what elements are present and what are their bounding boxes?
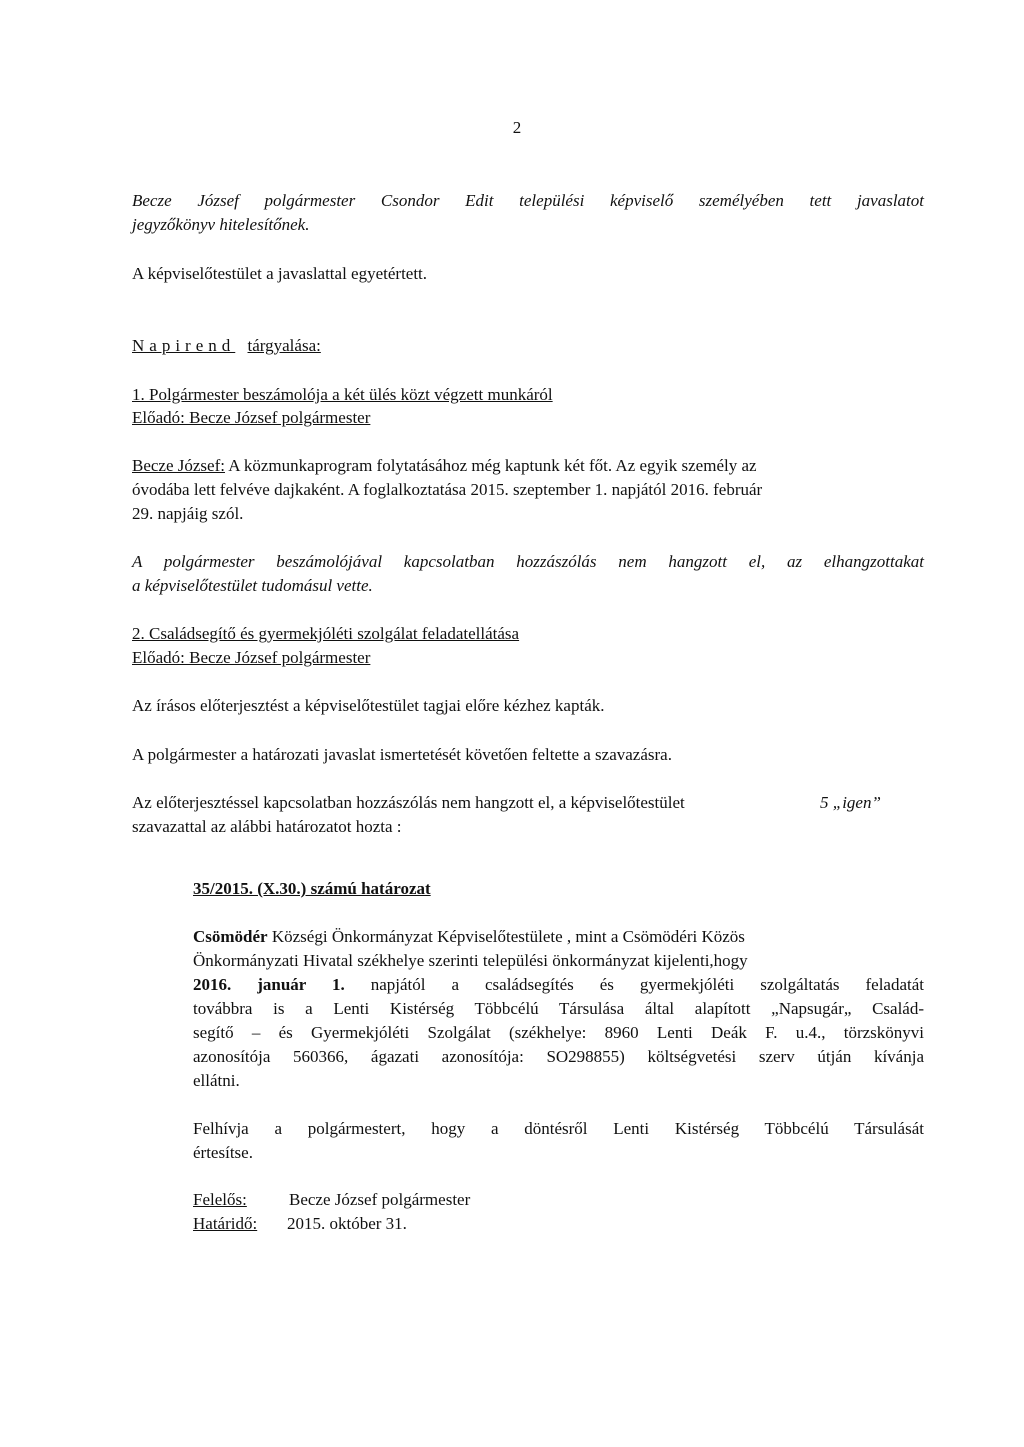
item2-paragraph-1: Az írásos előterjesztést a képviselőtestület tagjai előre kézhez kapták. (132, 696, 605, 715)
vote-count: 5 „igen” (820, 793, 881, 812)
deadline-value: 2015. október 31. (287, 1214, 407, 1233)
resolution-line-2: Önkormányzati Hivatal székhelye szerinti települési önkormányzat kijelenti,hogy (193, 951, 748, 970)
resolution-line-1 (193, 925, 924, 949)
resolution-line-4: továbbra is a Lenti Kistérség Többcélú Társulása által alapított „Napsugár„ Család- (193, 999, 924, 1018)
agenda-word: Napirend (132, 336, 236, 355)
item1-text-line-2: óvodába lett felvéve dajkaként. A foglalkoztatása 2015. szeptember 1. napjától 2016. február (132, 480, 763, 499)
resolution-title: 35/2015. (X.30.) számú határozat (193, 879, 431, 898)
item1-presenter: Előadó: Becze József polgármester (132, 408, 371, 427)
responsible-row (193, 1188, 924, 1212)
speaker-name: Becze József: (132, 456, 225, 475)
item2-title: 2. Családsegítő és gyermekjóléti szolgálat feladatellátása (132, 624, 520, 643)
resolution-line-1-rest: Községi Önkormányzat Képviselőtestülete , mint a Csömödéri Közös (271, 927, 745, 946)
deadline-row (193, 1212, 924, 1236)
page-number: 2 (512, 118, 522, 137)
agenda-rest: tárgyalása: (247, 336, 321, 355)
item2-presenter: Előadó: Becze József polgármester (132, 648, 371, 667)
intro-line-2: jegyzőkönyv hitelesítőnek. (132, 215, 310, 234)
item1-title: 1. Polgármester beszámolója a két ülés közt végzett munkáról (132, 385, 553, 404)
agenda-heading (132, 334, 924, 358)
agreement-text: A képviselőtestület a javaslattal egyetértett. (132, 264, 428, 283)
item1-note-line-1: A polgármester beszámolójával kapcsolatban hozzászólás nem hangzott el, az elhangzottakat (132, 552, 924, 571)
item2-paragraph-3-line-2: szavazattal az alábbi határozatot hozta : (132, 817, 402, 836)
item1-note-line-2: a képviselőtestület tudomásul vette. (132, 576, 373, 595)
deadline-label: Határidő: (193, 1214, 258, 1233)
call-line-2: értesítse. (193, 1143, 253, 1162)
item1-text-line-3: 29. napjáig szól. (132, 504, 244, 523)
item1-text-start: A közmunkaprogram folytatásához még kaptunk két főt. Az egyik személy az (228, 456, 757, 475)
start-date: 2016. január 1. (193, 975, 345, 994)
resolution-line-6: azonosítója 560366, ágazati azonosítója: SO298855) költségvetési szerv útján kívánja (193, 1047, 924, 1066)
item2-paragraph-2: A polgármester a határozati javaslat ismertetését követően feltette a szavazásra. (132, 745, 672, 764)
call-line-1: Felhívja a polgármestert, hogy a döntésről Lenti Kistérség Többcélú Társulását (193, 1119, 924, 1138)
responsible-label: Felelős: (193, 1190, 247, 1209)
item2-paragraph-3-line-1 (132, 791, 924, 815)
intro-line-1: Becze József polgármester Csondor Edit települési képviselő személyében tett javaslatot (132, 191, 924, 210)
responsible-value: Becze József polgármester (289, 1190, 471, 1209)
resolution-line-5: segítő – és Gyermekjóléti Szolgálat (székhelye: 8960 Lenti Deák F. u.4., törzskönyvi (193, 1023, 924, 1042)
resolution-line-3 (193, 973, 924, 997)
vote-text: Az előterjesztéssel kapcsolatban hozzászólás nem hangzott el, a képviselőtestület (132, 793, 685, 812)
item1-text-line-1 (132, 454, 924, 478)
resolution-line-3-rest: napjától a családsegítés és gyermekjóléti szolgáltatás feladatát (370, 975, 924, 994)
municipality-name: Csömödér (193, 927, 268, 946)
resolution-line-7: ellátni. (193, 1071, 240, 1090)
